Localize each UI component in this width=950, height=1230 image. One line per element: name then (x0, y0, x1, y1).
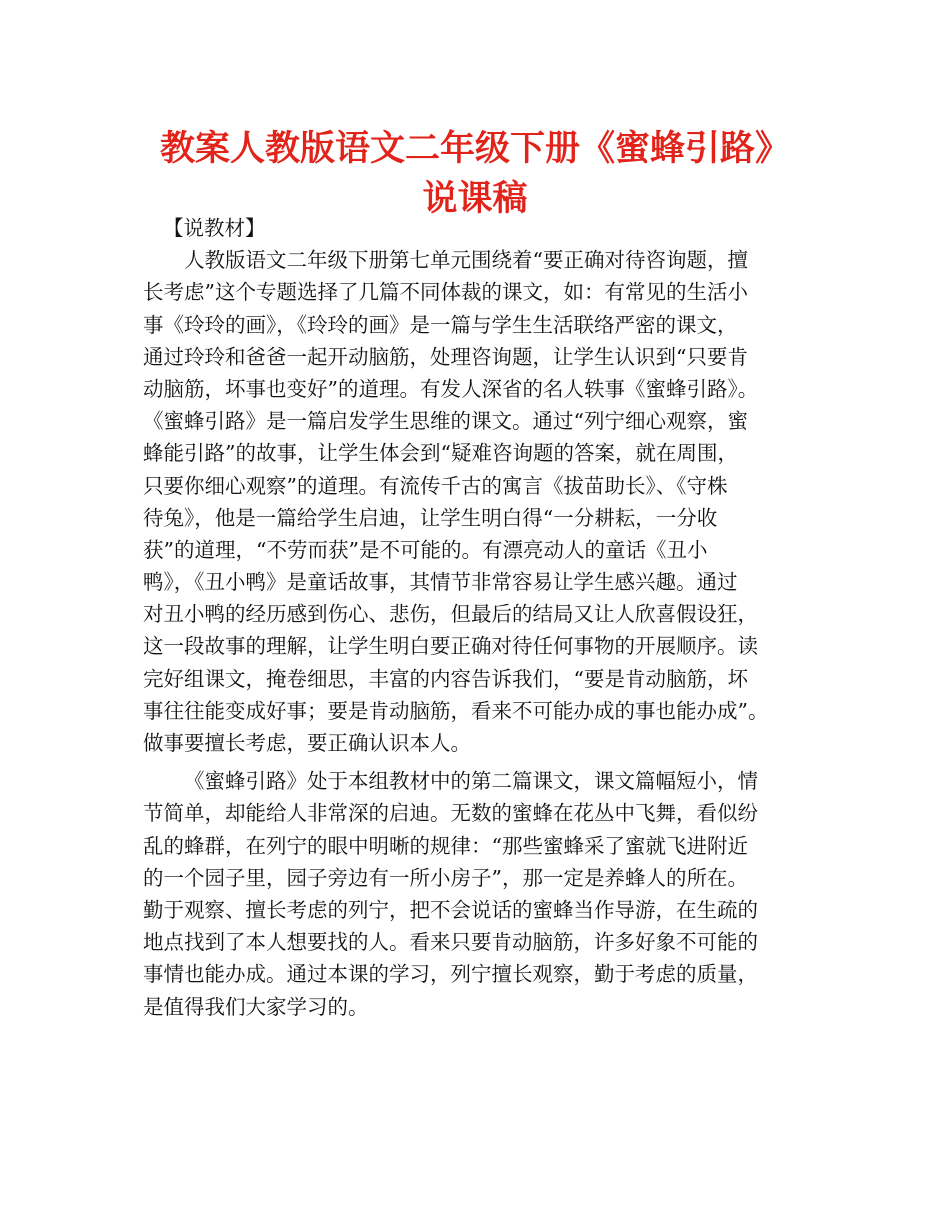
document-title (120, 124, 830, 224)
paragraph-line: 做事要擅长考虑，要正确认识本人。 (143, 731, 471, 755)
paragraph-line: 鸭》，《丑小鸭》是童话故事，其情节非常容易让学生感兴趣。通过 (143, 570, 738, 595)
section-heading: 【说教材】 (163, 216, 266, 240)
title-line-1: 教案人教版语文二年级下册《蜜蜂引路》 (159, 129, 790, 169)
paragraph-line: 的一个园子里，园子旁边有一所小房子”，那一定是养蜂人的所在。 (143, 865, 748, 890)
paragraph-1 (143, 244, 823, 759)
paragraph-line: 《蜜蜂引路》是一篇启发学生思维的课文。通过“列宁细心观察，蜜 (143, 409, 748, 434)
title-line-2: 说课稿 (422, 179, 528, 219)
paragraph-line: 通过玲玲和爸爸一起开动脑筋，处理咨询题，让学生认识到“只要肯 (143, 344, 748, 369)
document-body (143, 212, 823, 1023)
paragraph-line: 只要你细心观察”的道理。有流传千古的寓言《拔苗助长》、《守株 (143, 473, 728, 498)
paragraph-line: 蜂能引路”的故事，让学生体会到“疑难咨询题的答案，就在周围， (143, 441, 738, 466)
paragraph-2 (143, 765, 823, 1023)
paragraph-line: 事情也能办成。通过本课的学习，列宁擅长观察，勤于考虑的质量， (143, 962, 758, 987)
paragraph-line: 待兔》，他是一篇给学生启迪，让学生明白得“一分耕耘，一分收 (143, 505, 718, 530)
paragraph-line: 这一段故事的理解，让学生明白要正确对待任何事物的开展顺序。读 (143, 634, 758, 659)
paragraph-line: 勤于观察、擅长考虑的列宁，把不会说话的蜜蜂当作导游，在生疏的 (143, 897, 758, 922)
paragraph-line: 事往往能变成好事；要是肯动脑筋，看来不可能办成的事也能办成”。 (143, 698, 769, 723)
paragraph-line: 乱的蜂群，在列宁的眼中明晰的规律：“那些蜜蜂采了蜜就飞进附近 (143, 833, 748, 858)
paragraph-line: 对丑小鸭的经历感到伤心、悲伤，但最后的结局又让人欣喜假设狂， (143, 602, 758, 627)
paragraph-line: 长考虑”这个专题选择了几篇不同体裁的课文，如：有常见的生活小 (143, 280, 748, 305)
paragraph-line: 《蜜蜂引路》处于本组教材中的第二篇课文，课文篇幅短小，情 (184, 769, 758, 794)
paragraph-line: 人教版语文二年级下册第七单元围绕着“要正确对待咨询题，擅 (184, 248, 748, 273)
paragraph-line: 地点找到了本人想要找的人。看来只要肯动脑筋，许多好象不可能的 (143, 930, 758, 955)
paragraph-line: 完好组课文，掩卷细思，丰富的内容告诉我们，“要是肯动脑筋，坏 (143, 666, 748, 691)
paragraph-line: 动脑筋，坏事也变好”的道理。有发人深省的名人轶事《蜜蜂引路》。 (143, 376, 759, 401)
paragraph-line: 节简单，却能给人非常深的启迪。无数的蜜蜂在花丛中飞舞，看似纷 (143, 801, 758, 826)
paragraph-line: 事《玲玲的画》，《玲玲的画》是一篇与学生生活联络严密的课文， (143, 312, 738, 337)
paragraph-line: 是值得我们大家学习的。 (143, 994, 369, 1019)
paragraph-line: 获”的道理，“不劳而获”是不可能的。有漂亮动人的童话《丑小 (143, 537, 708, 562)
